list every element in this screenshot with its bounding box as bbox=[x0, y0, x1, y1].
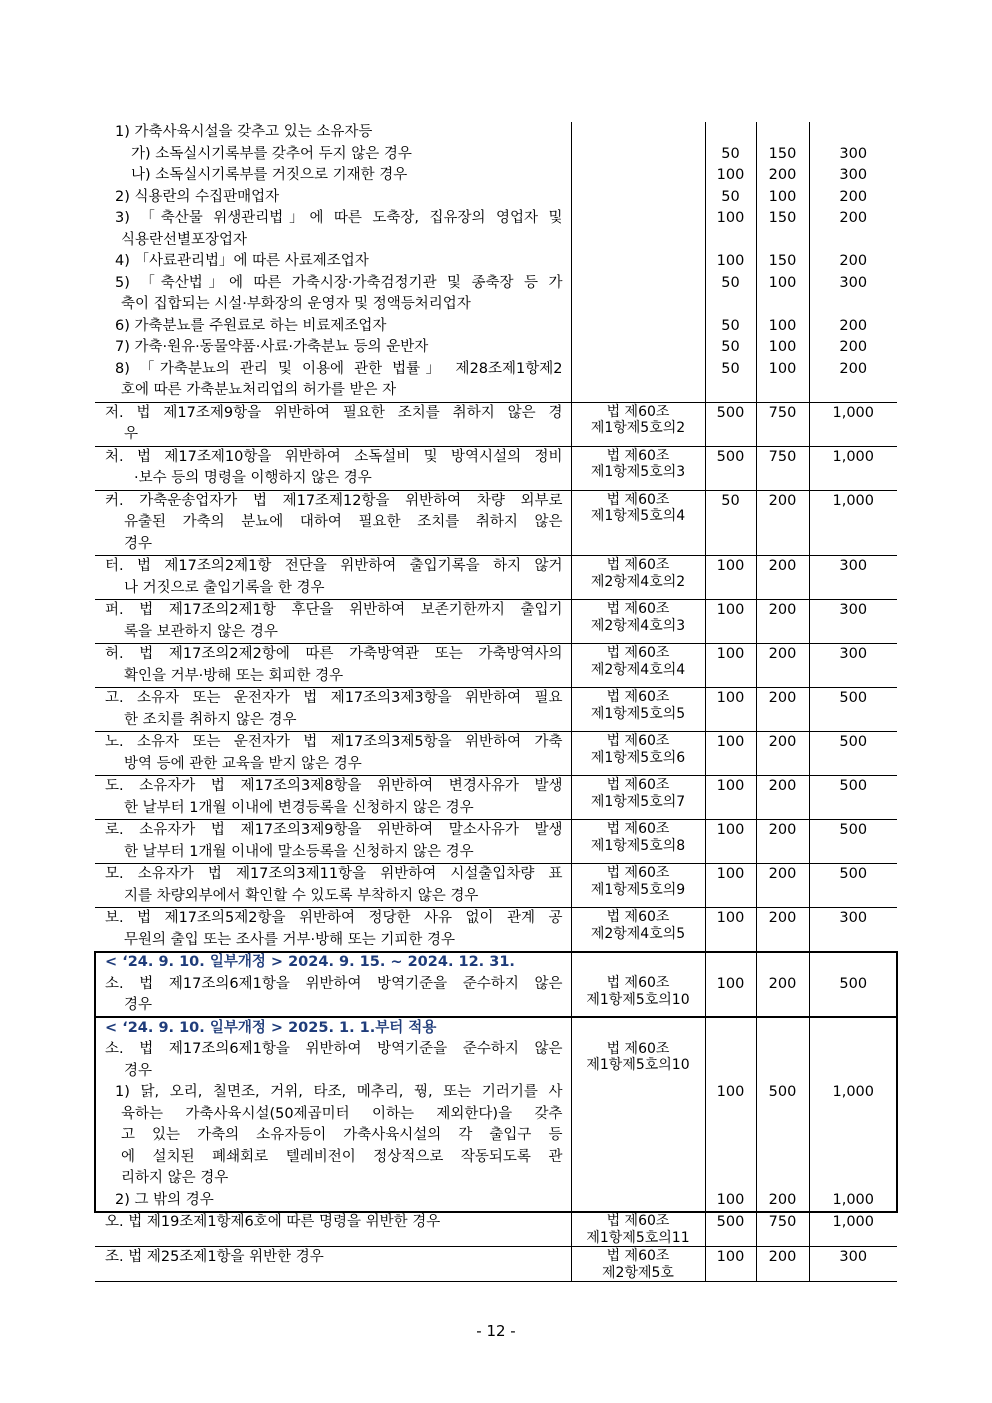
violation-line: 8) 「가축분뇨의 관리 및 이용에 관한 법률」 제28조제1항제2 bbox=[115, 360, 563, 377]
legal-basis-line: 법 제60조 bbox=[606, 975, 670, 991]
legal-basis-line: 법 제60조 bbox=[606, 403, 670, 420]
violation-cell bbox=[95, 908, 571, 952]
legal-basis-line: 제2항제4호의5 bbox=[590, 925, 686, 942]
violation-line: 육하는 가축사육시설(50제곱미터 이하는 제외한다)을 갖추 bbox=[121, 1105, 563, 1122]
violation-line: 2) 식용란의 수집판매업자 bbox=[115, 188, 280, 205]
violation-cell bbox=[95, 446, 571, 490]
violation-line: 오. 법 제19조제1항제6호에 따른 명령을 위반한 경우 bbox=[105, 1214, 441, 1230]
fine-value bbox=[757, 1039, 809, 1061]
violation-line: 우 bbox=[124, 426, 139, 442]
violation-cell bbox=[95, 490, 571, 556]
violation-line: 1) 가축사육시설을 갖추고 있는 소유자등 bbox=[115, 124, 373, 140]
fine-value: 100 bbox=[716, 1084, 745, 1100]
fine-value: 50 bbox=[721, 274, 740, 291]
legal-basis-cell bbox=[571, 556, 705, 600]
table-row-so-2025 bbox=[95, 1017, 897, 1212]
fine-value: 1,000 bbox=[832, 1214, 874, 1230]
violation-line: 5) 「축산법」에 따른 가축시장·가축검정기관 및 종축장 등 가 bbox=[115, 274, 563, 291]
fine-value: 200 bbox=[768, 1249, 797, 1265]
legal-basis-line: 법 제60조 bbox=[606, 865, 670, 881]
violation-line: 4) 「사료관리법」에 따른 사료제조업자 bbox=[115, 253, 369, 269]
violation-line: 모. 소유자가 법 제17조의3제11항을 위반하여 시설출입차량 표 bbox=[105, 866, 563, 882]
fine-value bbox=[706, 230, 756, 252]
legal-basis-cell bbox=[571, 1212, 705, 1247]
fine-value: 300 bbox=[839, 145, 868, 162]
violation-line: 로. 소유자가 법 제17조의3제9항을 위반하여 말소사유가 발생 bbox=[105, 822, 563, 838]
legal-basis-cell bbox=[571, 122, 705, 402]
legal-basis-line: 제1항제5호의3 bbox=[590, 464, 686, 480]
fine-value: 1,000 bbox=[832, 1191, 874, 1208]
fine-value: 100 bbox=[716, 167, 745, 183]
fine-value bbox=[706, 1039, 756, 1061]
fine-third-cell bbox=[809, 952, 897, 1018]
legal-basis-line: 제2항제4호의3 bbox=[590, 617, 686, 634]
fine-value bbox=[706, 1104, 756, 1126]
violation-cell bbox=[95, 864, 571, 908]
fine-value bbox=[810, 1061, 898, 1083]
fine-first-cell bbox=[705, 122, 756, 402]
legal-basis-line: 제1항제5호의10 bbox=[586, 1057, 690, 1073]
fine-third-cell bbox=[809, 732, 897, 776]
table-row-go bbox=[95, 688, 897, 732]
fine-value: 1,000 bbox=[832, 1084, 874, 1100]
violation-line: 소. 법 제17조의6제1항을 위반하여 방역기준을 준수하지 않은 bbox=[105, 1041, 563, 1057]
fine-third-cell bbox=[809, 490, 897, 556]
legal-basis-line: 법 제60조 bbox=[606, 557, 670, 573]
fine-value: 200 bbox=[768, 492, 797, 509]
violation-line: 3) 「축산물 위생관리법」에 따른 도축장, 집유장의 영업자 및 bbox=[115, 210, 563, 226]
legal-basis-cell bbox=[571, 490, 705, 556]
fine-value bbox=[810, 1147, 898, 1169]
fine-first-cell bbox=[705, 952, 756, 1018]
fine-value: 500 bbox=[839, 690, 868, 706]
table-row-teo bbox=[95, 556, 897, 600]
table-row-keo bbox=[95, 490, 897, 556]
fine-value: 1,000 bbox=[832, 492, 874, 509]
fine-value bbox=[810, 230, 898, 252]
fine-value: 100 bbox=[716, 975, 745, 992]
legal-basis-line: 법 제60조 bbox=[606, 1248, 670, 1264]
table-row-heo bbox=[95, 644, 897, 688]
fine-second-cell bbox=[756, 600, 809, 644]
legal-basis-cell bbox=[571, 776, 705, 820]
fine-value: 500 bbox=[716, 404, 745, 421]
fine-value: 100 bbox=[716, 690, 745, 706]
table-row-jeo bbox=[95, 402, 897, 446]
fine-value: 100 bbox=[716, 910, 745, 926]
legal-basis-line: 제1항제5호의9 bbox=[590, 881, 686, 898]
violation-line: 허. 법 제17조의2제2항에 따른 가축방역관 또는 가축방역사의 bbox=[105, 646, 563, 662]
fine-value: 50 bbox=[721, 188, 740, 205]
violation-cell bbox=[95, 820, 571, 864]
fine-first-cell bbox=[705, 402, 756, 446]
legal-basis-line: 제1항제5호의5 bbox=[590, 705, 686, 722]
table-row-no bbox=[95, 732, 897, 776]
fine-value: 500 bbox=[839, 822, 868, 838]
fine-second-cell bbox=[756, 908, 809, 952]
fine-value bbox=[757, 1061, 809, 1083]
table-row-bo bbox=[95, 908, 897, 952]
fine-value bbox=[757, 122, 809, 144]
legal-basis-line: 법 제60조 bbox=[606, 491, 670, 508]
table-row-do bbox=[95, 776, 897, 820]
fine-value: 100 bbox=[716, 734, 745, 750]
fine-value: 300 bbox=[839, 910, 868, 926]
penalty-table bbox=[95, 122, 897, 1282]
amendment-note: < ‘24. 9. 10. 일부개정 > 2025. 1. 1.부터 적용 bbox=[105, 1019, 437, 1036]
fine-value: 100 bbox=[716, 253, 745, 269]
legal-basis-cell bbox=[571, 1017, 705, 1212]
violation-line: 소. 법 제17조의6제1항을 위반하여 방역기준을 준수하지 않은 bbox=[105, 975, 563, 992]
fine-value bbox=[706, 294, 756, 316]
fine-value: 300 bbox=[839, 646, 868, 662]
fine-value bbox=[757, 1125, 809, 1147]
violation-cell bbox=[95, 644, 571, 688]
fine-value: 100 bbox=[716, 866, 745, 882]
violation-line: 가) 소독실시기록부를 갖추어 두지 않은 경우 bbox=[131, 145, 412, 162]
legal-basis-cell bbox=[571, 402, 705, 446]
violation-line: 호에 따른 가축분뇨처리업의 허가를 받은 자 bbox=[121, 382, 397, 398]
fine-third-cell bbox=[809, 1212, 897, 1247]
legal-basis-line: 제2항제5호 bbox=[602, 1264, 674, 1281]
violation-line: 에 설치된 폐쇄회로 텔레비전이 정상적으로 작동되도록 관 bbox=[121, 1148, 563, 1165]
violation-line: 조. 법 제25조제1항을 위반한 경우 bbox=[105, 1249, 324, 1265]
violation-line: 1) 닭, 오리, 칠면조, 거위, 타조, 메추리, 꿩, 또는 기러기를 사 bbox=[115, 1084, 563, 1100]
violation-line: 경우 bbox=[124, 1062, 153, 1079]
fine-value: 200 bbox=[839, 339, 868, 355]
legal-basis-cell bbox=[571, 688, 705, 732]
fine-second-cell bbox=[756, 122, 809, 402]
fine-value: 200 bbox=[768, 167, 797, 183]
fine-third-cell bbox=[809, 864, 897, 908]
legal-basis-line: 법 제60조 bbox=[606, 909, 670, 925]
fine-second-cell bbox=[756, 1212, 809, 1247]
fine-value bbox=[810, 1125, 898, 1147]
fine-value: 200 bbox=[768, 866, 797, 882]
violation-cell bbox=[95, 952, 571, 1018]
fine-third-cell bbox=[809, 1247, 897, 1282]
violation-line: 고. 소유자 또는 운전자가 법 제17조의3제3항을 위반하여 필요 bbox=[105, 690, 563, 706]
legal-basis-line: 법 제60조 bbox=[606, 601, 670, 617]
fine-value: 500 bbox=[716, 448, 745, 465]
fine-second-cell bbox=[756, 556, 809, 600]
violation-cell bbox=[95, 1247, 571, 1282]
violation-line: ·보수 등의 명령을 이행하지 않은 경우 bbox=[134, 470, 372, 486]
legal-basis-cell bbox=[571, 908, 705, 952]
fine-value: 100 bbox=[716, 1249, 745, 1265]
fine-second-cell bbox=[756, 402, 809, 446]
fine-third-cell bbox=[809, 1017, 897, 1212]
violation-cell bbox=[95, 600, 571, 644]
violation-cell bbox=[95, 776, 571, 820]
fine-second-cell bbox=[756, 490, 809, 556]
legal-basis-cell bbox=[571, 820, 705, 864]
violation-line: 나) 소독실시기록부를 거짓으로 기재한 경우 bbox=[131, 167, 408, 183]
fine-value: 100 bbox=[716, 822, 745, 838]
violation-line: 식용란선별포장업자 bbox=[121, 231, 248, 248]
fine-second-cell bbox=[756, 688, 809, 732]
fine-first-cell bbox=[705, 600, 756, 644]
page-number: - 12 - bbox=[476, 1322, 516, 1340]
fine-value: 500 bbox=[839, 866, 868, 882]
fine-value: 200 bbox=[839, 317, 868, 334]
violation-line: 한 날부터 1개월 이내에 변경등록을 신청하지 않은 경우 bbox=[124, 799, 474, 816]
fine-first-cell bbox=[705, 446, 756, 490]
fine-value bbox=[706, 1147, 756, 1169]
fine-value: 50 bbox=[721, 339, 740, 355]
violation-line: 노. 소유자 또는 운전자가 법 제17조의3제5항을 위반하여 가축 bbox=[105, 734, 563, 750]
violation-line: 나 거짓으로 출입기록을 한 경우 bbox=[124, 579, 325, 596]
table-row-o bbox=[95, 1212, 897, 1247]
fine-first-cell bbox=[705, 732, 756, 776]
violation-line: 리하지 않은 경우 bbox=[121, 1170, 229, 1186]
penalty-table-container bbox=[95, 122, 897, 1282]
violation-line: 2) 그 밖의 경우 bbox=[115, 1191, 214, 1208]
fine-value: 200 bbox=[768, 975, 797, 992]
fine-first-cell bbox=[705, 556, 756, 600]
fine-value bbox=[706, 1061, 756, 1083]
fine-second-cell bbox=[756, 446, 809, 490]
fine-value bbox=[706, 380, 756, 402]
fine-value: 50 bbox=[721, 360, 740, 377]
fine-value: 100 bbox=[768, 360, 797, 377]
legal-basis-line: 제1항제5호의4 bbox=[590, 508, 686, 524]
fine-second-cell bbox=[756, 1247, 809, 1282]
table-row-so-2024 bbox=[95, 952, 897, 1018]
fine-first-cell bbox=[705, 1212, 756, 1247]
legal-basis-line: 법 제60조 bbox=[606, 689, 670, 705]
fine-value bbox=[757, 380, 809, 402]
fine-second-cell bbox=[756, 644, 809, 688]
fine-second-cell bbox=[756, 952, 809, 1018]
fine-value: 100 bbox=[716, 646, 745, 662]
table-row-peo bbox=[95, 600, 897, 644]
violation-line: 유출된 가축의 분뇨에 대하여 필요한 조치를 취하지 않은 bbox=[124, 514, 563, 530]
fine-second-cell bbox=[756, 864, 809, 908]
fine-value: 50 bbox=[721, 317, 740, 334]
legal-basis-line: 법 제60조 bbox=[606, 821, 670, 837]
fine-third-cell bbox=[809, 776, 897, 820]
legal-basis-line: 법 제60조 bbox=[606, 447, 670, 464]
fine-value: 500 bbox=[839, 778, 868, 794]
legal-basis-line: 법 제60조 bbox=[606, 1040, 670, 1057]
violation-line: 고 있는 가축의 소유자등이 가축사육시설의 각 출입구 등 bbox=[121, 1127, 563, 1143]
amendment-note: < ‘24. 9. 10. 일부개정 > 2024. 9. 15. ~ 2024. 12. 31. bbox=[105, 954, 515, 970]
fine-value: 300 bbox=[839, 274, 868, 291]
fine-value: 200 bbox=[768, 646, 797, 662]
fine-value: 200 bbox=[768, 822, 797, 838]
fine-first-cell bbox=[705, 1017, 756, 1212]
violation-line: 한 조치를 취하지 않은 경우 bbox=[124, 711, 297, 728]
violation-line: 커. 가축운송업자가 법 제17조제12항을 위반하여 차량 외부로 bbox=[105, 492, 563, 509]
violation-line: 방역 등에 관한 교육을 받지 않은 경우 bbox=[124, 755, 362, 772]
fine-value bbox=[810, 294, 898, 316]
fine-value: 200 bbox=[768, 778, 797, 794]
fine-value bbox=[757, 294, 809, 316]
fine-value bbox=[810, 122, 898, 144]
fine-value: 300 bbox=[839, 558, 868, 574]
violation-cell bbox=[95, 1212, 571, 1247]
legal-basis-line: 법 제60조 bbox=[606, 777, 670, 793]
violation-cell bbox=[95, 732, 571, 776]
violation-line: 보. 법 제17조의5제2항을 위반하여 정당한 사유 없이 관계 공 bbox=[105, 910, 563, 926]
violation-line: 한 날부터 1개월 이내에 말소등록을 신청하지 않은 경우 bbox=[124, 843, 474, 860]
table-row-mo bbox=[95, 864, 897, 908]
violation-line: 확인을 거부·방해 또는 회피한 경우 bbox=[124, 667, 344, 684]
fine-value: 150 bbox=[768, 210, 797, 226]
fine-value bbox=[757, 1147, 809, 1169]
fine-value: 750 bbox=[768, 448, 797, 465]
fine-first-cell bbox=[705, 864, 756, 908]
fine-second-cell bbox=[756, 732, 809, 776]
fine-first-cell bbox=[705, 688, 756, 732]
violation-line: 처. 법 제17조제10항을 위반하여 소독설비 및 방역시설의 정비 bbox=[105, 448, 563, 465]
fine-value: 100 bbox=[716, 778, 745, 794]
fine-value: 100 bbox=[716, 558, 745, 574]
fine-value: 200 bbox=[768, 734, 797, 750]
fine-first-cell bbox=[705, 908, 756, 952]
fine-value: 200 bbox=[768, 558, 797, 574]
fine-value bbox=[757, 230, 809, 252]
legal-basis-line: 제1항제5호의10 bbox=[586, 991, 690, 1008]
fine-second-cell bbox=[756, 820, 809, 864]
fine-value bbox=[810, 1039, 898, 1061]
violation-line: 퍼. 법 제17조의2제1항 후단을 위반하여 보존기한까지 출입기 bbox=[105, 602, 563, 618]
violation-line: 무원의 출입 또는 조사를 거부·방해 또는 기피한 경우 bbox=[124, 931, 456, 948]
fine-first-cell bbox=[705, 776, 756, 820]
fine-value bbox=[706, 1168, 756, 1190]
fine-value: 50 bbox=[721, 145, 740, 162]
fine-value: 200 bbox=[839, 360, 868, 377]
fine-second-cell bbox=[756, 1017, 809, 1212]
legal-basis-line: 법 제60조 bbox=[606, 1213, 670, 1229]
fine-value: 500 bbox=[839, 734, 868, 750]
fine-first-cell bbox=[705, 1247, 756, 1282]
fine-third-cell bbox=[809, 556, 897, 600]
legal-basis-line: 제2항제4호의4 bbox=[590, 661, 686, 678]
fine-value: 50 bbox=[721, 492, 740, 509]
fine-value: 150 bbox=[768, 253, 797, 269]
legal-basis-cell bbox=[571, 600, 705, 644]
violation-line: 축이 집합되는 시설·부화장의 운영자 및 정액등처리업자 bbox=[121, 296, 471, 312]
fine-value: 500 bbox=[716, 1214, 745, 1230]
violation-cell bbox=[95, 122, 571, 402]
fine-value: 500 bbox=[839, 975, 868, 992]
table-row-cheo bbox=[95, 446, 897, 490]
violation-line: 도. 소유자가 법 제17조의3제8항을 위반하여 변경사유가 발생 bbox=[105, 778, 563, 794]
fine-value: 750 bbox=[768, 1214, 797, 1230]
fine-value bbox=[706, 1125, 756, 1147]
table-row-jeo-prev bbox=[95, 122, 897, 402]
violation-line: 경우 bbox=[124, 997, 153, 1013]
violation-line: 지를 차량외부에서 확인할 수 있도록 부착하지 않은 경우 bbox=[124, 887, 479, 904]
violation-line: 저. 법 제17조제9항을 위반하여 필요한 조치를 취하지 않은 경 bbox=[105, 404, 563, 421]
fine-third-cell bbox=[809, 820, 897, 864]
fine-value: 300 bbox=[839, 1249, 868, 1265]
fine-third-cell bbox=[809, 446, 897, 490]
fine-value: 200 bbox=[839, 188, 868, 205]
fine-third-cell bbox=[809, 688, 897, 732]
fine-value bbox=[706, 122, 756, 144]
fine-value: 200 bbox=[839, 210, 868, 226]
fine-first-cell bbox=[705, 644, 756, 688]
fine-first-cell bbox=[705, 820, 756, 864]
fine-third-cell bbox=[809, 908, 897, 952]
legal-basis-line: 제1항제5호의7 bbox=[590, 793, 686, 810]
violation-line: 록을 보관하지 않은 경우 bbox=[124, 623, 278, 640]
fine-value: 100 bbox=[716, 1191, 745, 1208]
fine-value: 750 bbox=[768, 404, 797, 421]
legal-basis-cell bbox=[571, 1247, 705, 1282]
fine-value: 100 bbox=[716, 210, 745, 226]
legal-basis-cell bbox=[571, 732, 705, 776]
violation-line: 7) 가축·원유·동물약품·사료·가축분뇨 등의 운반자 bbox=[115, 339, 429, 355]
fine-value bbox=[757, 1104, 809, 1126]
violation-cell bbox=[95, 556, 571, 600]
legal-basis-cell bbox=[571, 446, 705, 490]
fine-value: 200 bbox=[839, 253, 868, 269]
legal-basis-line: 제1항제5호의11 bbox=[586, 1229, 690, 1246]
legal-basis-line: 제2항제4호의2 bbox=[590, 573, 686, 590]
fine-third-cell bbox=[809, 600, 897, 644]
fine-value: 200 bbox=[768, 1191, 797, 1208]
violation-cell bbox=[95, 1017, 571, 1212]
fine-value: 300 bbox=[839, 167, 868, 183]
fine-third-cell bbox=[809, 644, 897, 688]
violation-line: 터. 법 제17조의2제1항 전단을 위반하여 출입기록을 하지 않거 bbox=[105, 558, 563, 574]
legal-basis-cell bbox=[571, 952, 705, 1018]
fine-first-cell bbox=[705, 490, 756, 556]
fine-value: 150 bbox=[768, 145, 797, 162]
fine-value: 100 bbox=[768, 188, 797, 205]
fine-value: 200 bbox=[768, 690, 797, 706]
fine-value: 1,000 bbox=[832, 448, 874, 465]
fine-third-cell bbox=[809, 122, 897, 402]
fine-value bbox=[810, 1104, 898, 1126]
fine-value: 300 bbox=[839, 602, 868, 618]
fine-value bbox=[810, 380, 898, 402]
fine-value: 100 bbox=[716, 602, 745, 618]
table-row-jo bbox=[95, 1247, 897, 1282]
fine-value: 100 bbox=[768, 274, 797, 291]
fine-value: 1,000 bbox=[832, 404, 874, 421]
legal-basis-line: 법 제60조 bbox=[606, 645, 670, 661]
legal-basis-line: 제1항제5호의6 bbox=[590, 749, 686, 766]
fine-value bbox=[810, 1168, 898, 1190]
fine-value: 200 bbox=[768, 602, 797, 618]
fine-third-cell bbox=[809, 402, 897, 446]
fine-value: 500 bbox=[768, 1084, 797, 1100]
violation-cell bbox=[95, 402, 571, 446]
fine-value: 200 bbox=[768, 910, 797, 926]
fine-value: 100 bbox=[768, 317, 797, 334]
violation-cell bbox=[95, 688, 571, 732]
legal-basis-cell bbox=[571, 864, 705, 908]
violation-line: 6) 가축분뇨를 주원료로 하는 비료제조업자 bbox=[115, 317, 387, 334]
legal-basis-cell bbox=[571, 644, 705, 688]
legal-basis-line: 제1항제5호의8 bbox=[590, 837, 686, 854]
violation-line: 경우 bbox=[124, 535, 153, 552]
legal-basis-line: 법 제60조 bbox=[606, 733, 670, 749]
fine-value bbox=[757, 1168, 809, 1190]
fine-second-cell bbox=[756, 776, 809, 820]
legal-basis-line: 제1항제5호의2 bbox=[590, 420, 686, 436]
table-row-ro bbox=[95, 820, 897, 864]
fine-value: 100 bbox=[768, 339, 797, 355]
